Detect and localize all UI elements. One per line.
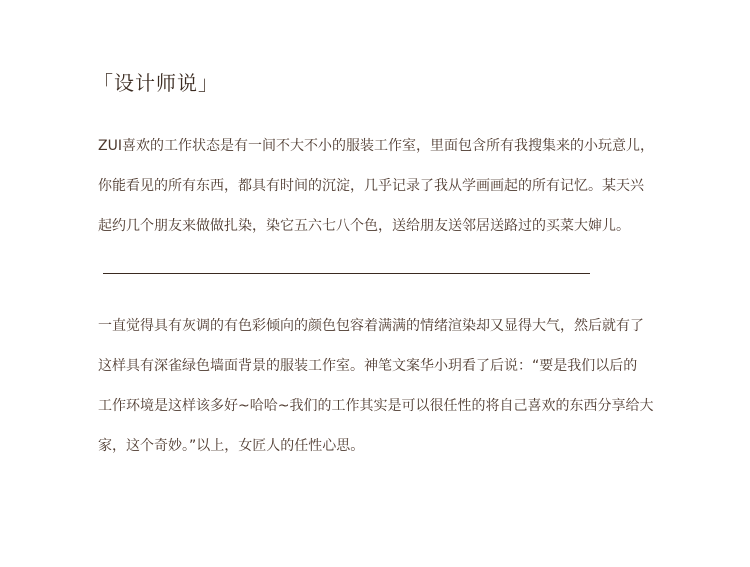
paragraph-intro [98, 136, 658, 256]
paragraph-line: ZUI喜欢的工作状态是有一间不大不小的服装工作室，里面包含所有我搜集来的小玩意儿， [98, 138, 654, 154]
paragraph-line: 你能看见的所有东西，都具有时间的沉淀，几乎记录了我从学画画起的所有记忆。某天兴 [98, 178, 644, 194]
paragraph-line: 这样具有深雀绿色墙面背景的服装工作室。神笔文案华小玥看了后说：“要是我们以后的 [98, 358, 638, 374]
paragraph-line: 家，这个奇妙。”以上，女匠人的任性心思。 [98, 438, 365, 454]
paragraph-line: 工作环境是这样该多好~哈哈~我们的工作其实是可以很任性的将自己喜欢的东西分享给大 [98, 398, 654, 414]
paragraph-line: 一直觉得具有灰调的有色彩倾向的颜色包容着满满的情绪渲染却又显得大气，然后就有了 [98, 318, 644, 334]
paragraph-body [98, 316, 658, 476]
paragraph-line: 起约几个朋友来做做扎染，染它五六七八个色，送给朋友送邻居送路过的买菜大婶儿。 [98, 218, 630, 234]
section-heading: 「设计师说」 [93, 71, 219, 95]
section-divider [103, 273, 590, 274]
